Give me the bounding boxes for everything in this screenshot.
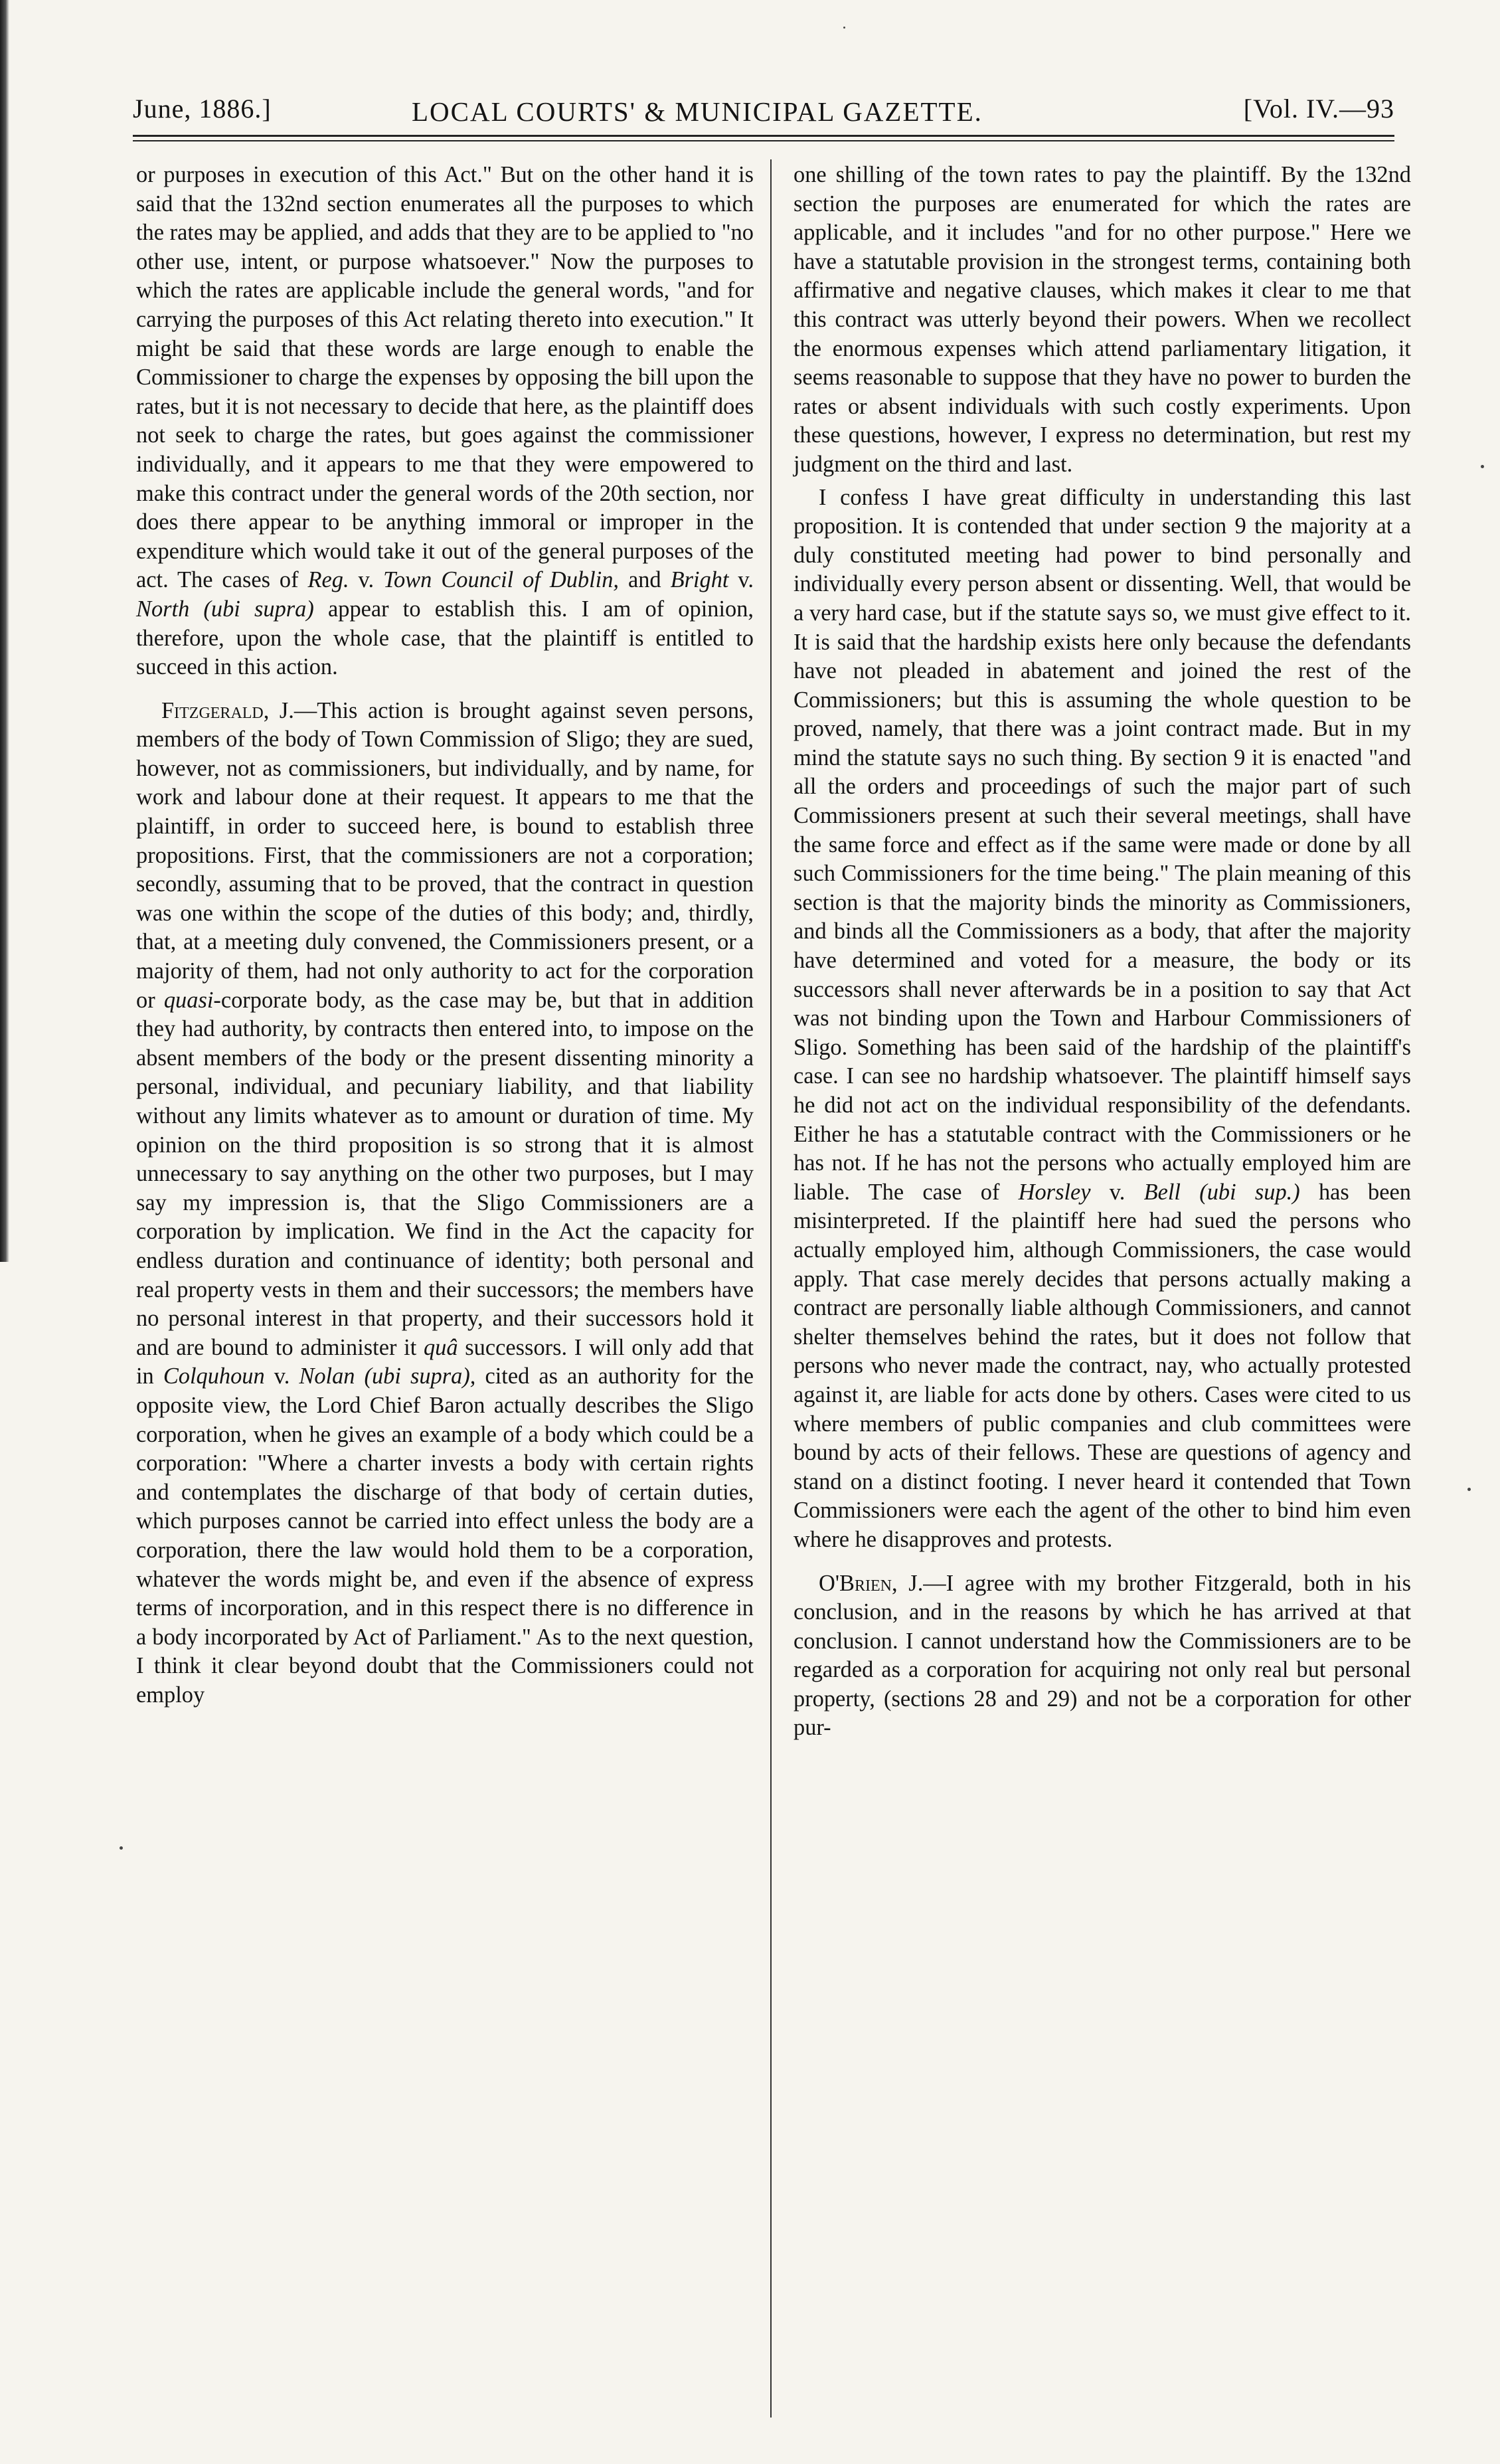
left-paragraph-1: or purposes in execution of this Act." But on the other hand it is said that the 132nd section enumerates all the purposes to which the rates may be applied, and adds that they are to be applied to "no other use, intent, or purpose whatsoever." Now the purposes to which the rates are applicable include the general words, "and for carrying the purposes of this Act relating thereto into execution." It might be said that these words are large enough to enable the Commissioner to charge the expenses by opposing the bill upon the rates, but it is not necessary to decide that here, as the plaintiff does not seek to charge the rates, but goes against the commissioner individually, and it appears to me that they were empowered to make this contract under the general words of the 20th section, nor does there appear to be anything immoral or improper in the expenditure which would take it out of the general purposes of the act. The cases of Reg. v. Town Council of Dublin, and Bright v. North (ubi supra) appear to establish this. I am of opinion, therefore, upon the whole case, that the plaintiff is entitled to succeed in this action. — [136, 162, 754, 680]
case-citation: Bright — [670, 567, 729, 593]
header-rule-thin — [133, 140, 1394, 141]
case-citation: Colquhoun — [163, 1364, 265, 1389]
case-citation: North (ubi supra) — [136, 596, 314, 622]
judge-name: Fitzgerald, J. — [161, 697, 294, 723]
right-paragraph-1: one shilling of the town rates to pay the plaintiff. By the 132nd section the purposes are enumerated for which the rates are applicable, and it includes "and for no other purpose." Here we have a statutable provision in the strongest terms, containing both affirmative and negative clauses, which makes it clear to me that this contract was utterly beyond their powers. When we recollect the enormous expenses which attend parliamentary litigation, it seems reasonable to suppose that they have no power to burden the rates or absent individuals with such costly experiments. Upon these questions, however, I express no determination, but rest my judgment on the third and last. — [793, 162, 1411, 477]
right-paragraph-obrien: O'Brien, J.—I agree with my brother Fitzgerald, both in his conclusion, and in the reasons by which he has arrived at that conclusion. I cannot understand how the Commissioners are to be regarded as a corporation for acquiring not only real but personal property, (sections 28 and 29) and not be a corporation for other pur- — [793, 1570, 1412, 1741]
page-edge-shadow — [0, 0, 9, 1262]
right-column — [793, 161, 1411, 1743]
case-citation: Nolan (ubi supra), — [299, 1364, 476, 1389]
case-citation: Bell (ubi sup.) — [1143, 1179, 1300, 1205]
case-citation: Reg. — [307, 567, 349, 593]
header-rule-thick — [133, 135, 1394, 137]
judge-name: O'Brien, J. — [819, 1570, 924, 1596]
print-speck — [843, 27, 845, 29]
right-paragraph-2: I confess I have great difficulty in understanding this last proposition. It is contended that under section 9 the majority at a duly constituted meeting had power to bind personally and individually every person absent or dissenting. Well, that would be a very hard case, but if the statute says so, we must give effect to it. It is said that the hardship exists here only because the defendants have not pleaded in abatement and joined the rest of the Commissioners; but this is assuming the whole question to be proved, namely, that there was a joint contract made. But in my mind the statute says no such thing. By section 9 it is enacted "and all the orders and proceedings of such the major part of such Commissioners present at such their several meetings, shall have the same force and effect as if the same were made or done by all such Commissioners for the time being." The plain meaning of this section is that the majority binds the minority as Commissioners, and binds all the Commissioners as a body, that after the majority have determined and voted for a measure, the body or its successors shall never afterwards be in a position to say that Act was not binding upon the Town and Harbour Commissioners of Sligo. Something has been said of the hardship of the plaintiff's case. I can see no hardship whatsoever. The plaintiff himself says he did not act on the individual responsibility of the defendants. Either he has a statutable contract with the Commissioners or he has not. If he has not the persons who actually employed him are liable. The case of Horsley v. Bell (ubi sup.) has been misinterpreted. If the plaintiff here had sued the persons who actually employed him, although Commissioners, the case would apply. That case merely decides that persons actually making a contract are personally liable although Commissioners, and cannot shelter themselves behind the rates, but it does not follow that persons who never made the contract, nay, who actually protested against it, are liable for acts done by others. Cases were cited to us where members of public companies and club committees were bound by acts of their fellows. These are questions of agency and stand on a distinct footing. I never heard it contended that Town Commissioners were each the agent of the other to bind him even where he disapproves and protests. — [793, 484, 1411, 1552]
case-citation: Town Council of Dublin, — [383, 567, 620, 593]
running-header — [133, 93, 1394, 133]
header-volume-page: [Vol. IV.—93 — [1243, 94, 1394, 124]
left-column — [136, 161, 754, 1710]
print-speck — [1481, 465, 1484, 468]
left-paragraph-fitzgerald: Fitzgerald, J.—This action is brought against seven persons, members of the body of Town Commission of Sligo; they are sued, however, not as commissioners, but individually, and by name, for work and labour done at their request. It appears to me that the plaintiff, in order to succeed here, is bound to establish three propositions. First, that the commissioners are not a corporation; secondly, assuming that to be proved, that the contract in question was one within the scope of the duties of this body; and, thirdly, that, at a meeting duly convened, the Commissioners present, or a majority of them, had not only authority to act for the corporation or quasi-corporate body, as the case may be, but that in addition they had authority, by contracts then entered into, to impose on the absent members of the body or the present dissenting minority a personal, individual, and pecuniary liability, and that liability without any limits whatever as to amount or duration of time. My opinion on the third proposition is so strong that it is almost unnecessary to say anything on the other two purposes, but I may say my impression is, that the Sligo Commissioners are a corporation by implication. We find in the Act the capacity for endless duration and continuance of identity; both personal and real property vests in them and their successors; the members have no personal interest in that property, and their successors hold it and are bound to administer it quâ successors. I will only add that in Colquhoun v. Nolan (ubi supra), cited as an authority for the opposite view, the Lord Chief Baron actually describes the Sligo corporation, when he gives an example of a body which could be a corporation: "Where a charter invests a body with certain rights and contemplates the discharge of that body of certain duties, which purposes cannot be carried into effect unless the body are a corporation, there the law would hold them to be a corporation, whatever the words might be, and even if the absence of express terms of incorporation, and in this respect there is no difference in a body incorporated by Act of Parliament." As to the next question, I think it clear beyond doubt that the Commissioners could not employ — [136, 697, 754, 1708]
column-divider — [770, 159, 772, 2418]
case-citation: Horsley — [1018, 1179, 1091, 1205]
print-speck — [1467, 1488, 1471, 1491]
header-publication-title: LOCAL COURTS' & MUNICIPAL GAZETTE. — [412, 96, 983, 127]
print-speck — [120, 1846, 123, 1850]
header-date: June, 1886.] — [133, 94, 272, 124]
